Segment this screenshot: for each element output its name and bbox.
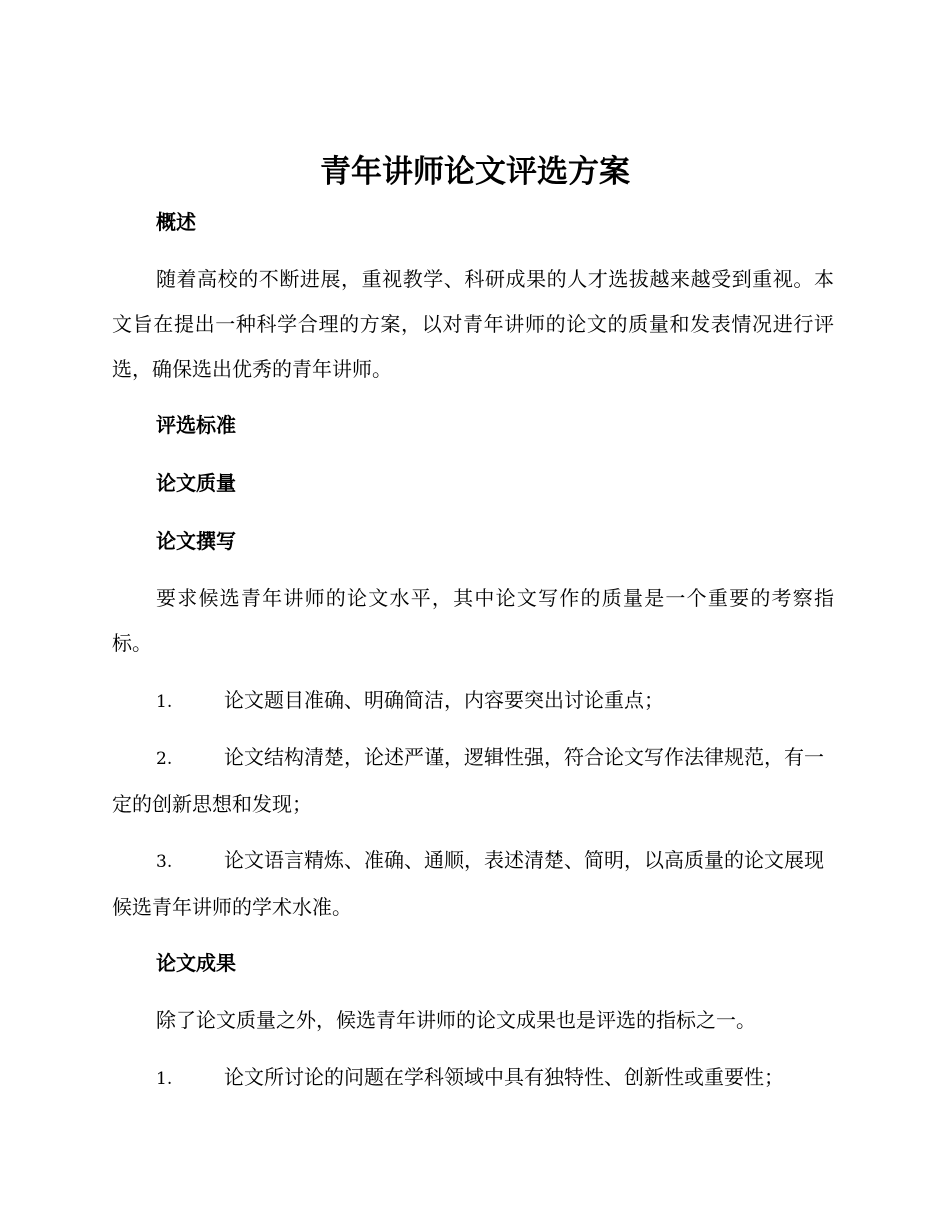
list-item-number: 3.	[156, 852, 173, 872]
list-item-number: 1.	[156, 1069, 173, 1089]
paragraph-writing: 要求候选青年讲师的论文水平，其中论文写作的质量是一个重要的考察指标。	[112, 586, 834, 655]
list-item	[112, 678, 834, 725]
heading-criteria: 评选标准	[156, 413, 236, 437]
list-item	[112, 838, 834, 930]
document-title: 青年讲师论文评选方案	[320, 154, 630, 190]
list-item-text: 论文语言精炼、准确、通顺，表述清楚、简明，以高质量的论文展现候选青年讲师的学术水准。	[112, 848, 824, 919]
list-item-text: 论文所讨论的问题在学科领域中具有独特性、创新性或重要性；	[224, 1065, 784, 1089]
heading-writing: 论文撰写	[156, 529, 236, 553]
paragraph-overview: 随着高校的不断进展，重视教学、科研成果的人才选拔越来越受到重视。本文旨在提出一种科学合理的方案，以对青年讲师的论文的质量和发表情况进行评选，确保选出优秀的青年讲师。	[112, 267, 834, 381]
list-item-text: 论文结构清楚，论述严谨，逻辑性强，符合论文写作法律规范，有一定的创新思想和发现；	[112, 745, 824, 816]
list-item	[112, 735, 834, 827]
list-item-number: 2.	[156, 749, 173, 769]
paragraph-results: 除了论文质量之外，候选青年讲师的论文成果也是评选的指标之一。	[156, 1008, 756, 1032]
heading-results: 论文成果	[156, 951, 236, 975]
list-item	[112, 1055, 834, 1102]
list-item-number: 1.	[156, 692, 173, 712]
heading-quality: 论文质量	[156, 471, 236, 495]
list-item-text: 论文题目准确、明确简洁，内容要突出讨论重点；	[224, 688, 664, 712]
heading-overview: 概述	[156, 210, 196, 234]
